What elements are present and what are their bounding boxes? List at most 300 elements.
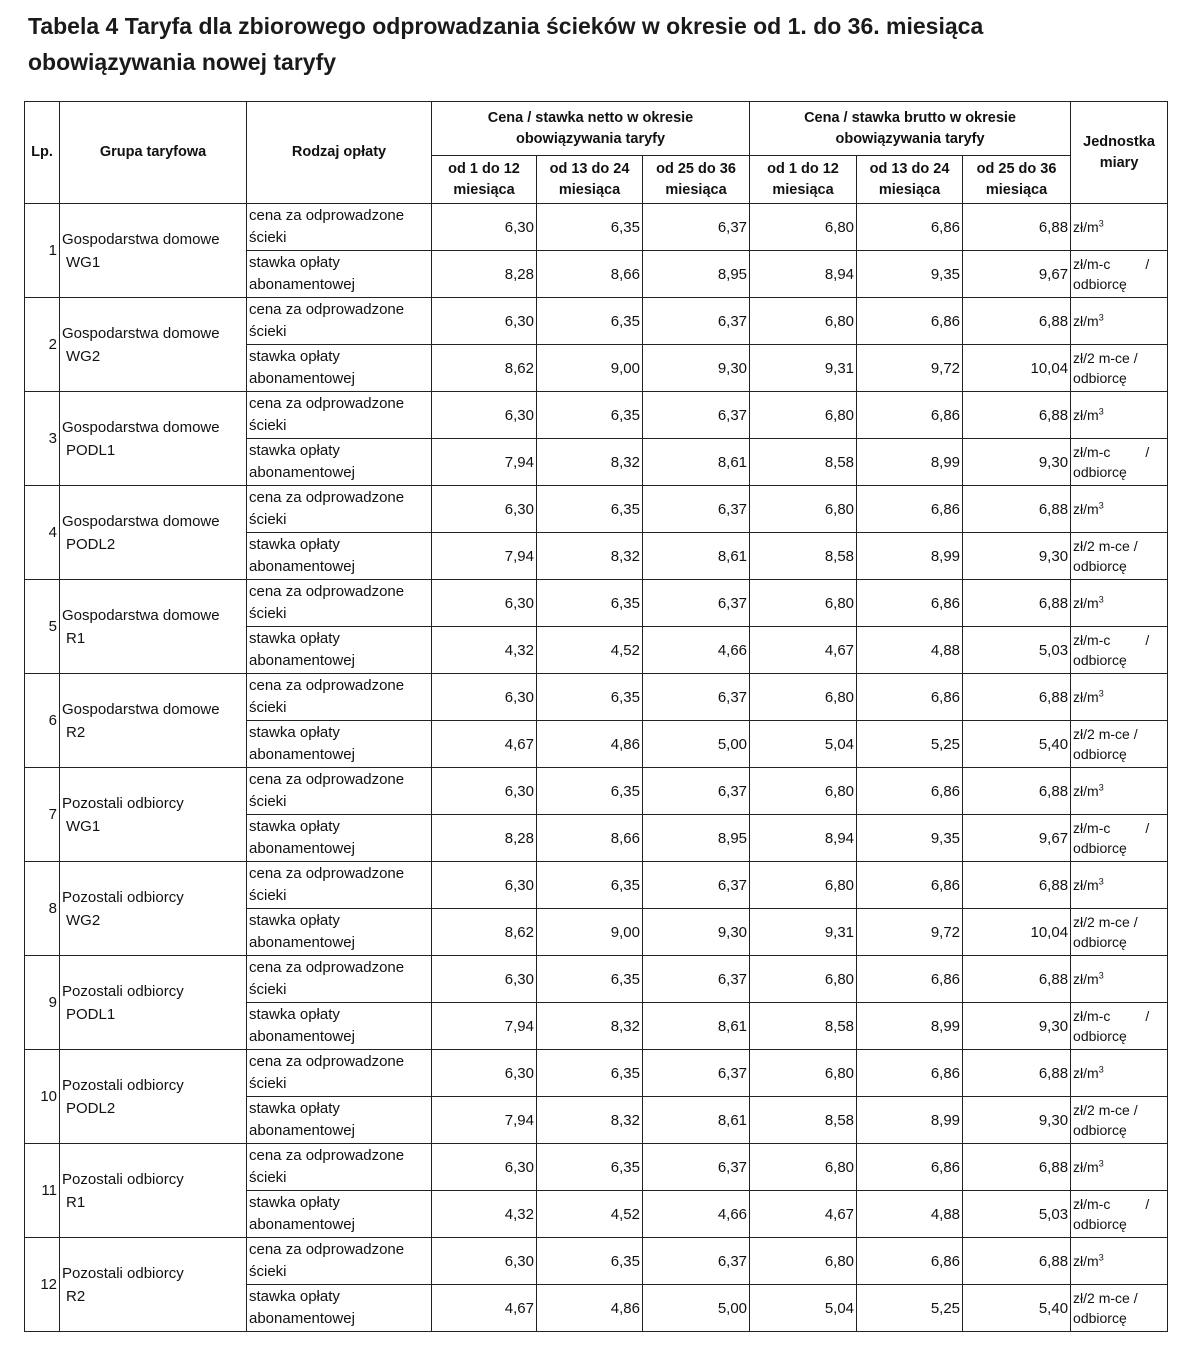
price-cell: 6,88 [963,674,1071,721]
unit-period: zł/2 m-ce / [1073,538,1138,554]
table-row [25,862,1168,909]
unit-recipient: odbiorcę [1073,464,1127,480]
tariff-group-code: R2 [66,723,86,741]
price-cell: 6,88 [963,768,1071,815]
price-cell: 5,00 [643,721,750,768]
unit-recipient: odbiorcę [1073,934,1127,950]
price-cell: 9,67 [963,251,1071,298]
price-cell: 6,88 [963,580,1071,627]
price-cell: 6,80 [750,204,857,251]
price-cell: 6,30 [432,486,537,533]
tariff-group-code: WG2 [66,347,101,365]
price-cell: 5,00 [643,1285,750,1332]
tariff-table-body [25,204,1168,1332]
price-cell: 6,30 [432,862,537,909]
unit-period: zł/m-c / [1073,444,1150,460]
price-cell: 6,30 [432,1144,537,1191]
price-cell: 6,30 [432,204,537,251]
price-cell: 4,67 [432,721,537,768]
fee-type-subscription: stawka opłaty abonamentowej [247,1003,432,1050]
price-cell: 8,61 [643,1003,750,1050]
unit-cell [1071,768,1168,815]
header-gross-period-3: od 25 do 36 miesiąca [963,156,1071,204]
unit-cell [1071,721,1168,768]
price-cell: 9,35 [857,815,963,862]
fee-type-disposal: cena za odprowadzone ścieki [247,392,432,439]
price-cell: 6,37 [643,1050,750,1097]
tariff-group [60,674,247,768]
price-cell: 9,30 [963,439,1071,486]
price-cell: 4,32 [432,1191,537,1238]
price-cell: 8,58 [750,533,857,580]
fee-type-disposal: cena za odprowadzone ścieki [247,298,432,345]
price-cell: 6,88 [963,298,1071,345]
price-cell: 9,72 [857,909,963,956]
row-number: 5 [25,580,60,674]
fee-type-disposal: cena za odprowadzone ścieki [247,1050,432,1097]
price-cell: 6,80 [750,1050,857,1097]
price-cell: 8,32 [537,533,643,580]
unit-recipient: odbiorcę [1073,1216,1127,1232]
row-number: 3 [25,392,60,486]
unit-exponent: 3 [1098,406,1104,417]
price-cell: 6,88 [963,204,1071,251]
price-cell: 5,03 [963,1191,1071,1238]
tariff-group [60,1238,247,1332]
tariff-group [60,392,247,486]
price-cell: 8,58 [750,1097,857,1144]
unit-exponent: 3 [1098,782,1104,793]
price-cell: 7,94 [432,1097,537,1144]
tariff-group-name: Pozostali odbiorcy [62,888,184,906]
tariff-group-code: PODL1 [66,441,116,459]
tariff-group-name: Pozostali odbiorcy [62,1264,184,1282]
unit-exponent: 3 [1098,876,1104,887]
price-cell: 10,04 [963,345,1071,392]
price-cell: 8,99 [857,1003,963,1050]
price-cell: 6,37 [643,768,750,815]
price-cell: 6,80 [750,674,857,721]
price-cell: 6,37 [643,580,750,627]
unit-base: zł/m [1073,501,1099,517]
price-cell: 4,86 [537,721,643,768]
unit-exponent: 3 [1098,1252,1104,1263]
price-cell: 6,80 [750,862,857,909]
price-cell: 6,88 [963,956,1071,1003]
price-cell: 6,35 [537,768,643,815]
unit-exponent: 3 [1098,1158,1104,1169]
tariff-group-code: WG2 [66,911,101,929]
price-cell: 6,86 [857,580,963,627]
row-number: 7 [25,768,60,862]
unit-cell [1071,956,1168,1003]
price-cell: 6,37 [643,956,750,1003]
price-cell: 6,30 [432,298,537,345]
unit-cell [1071,674,1168,721]
price-cell: 6,80 [750,392,857,439]
unit-cell [1071,1238,1168,1285]
table-row [25,486,1168,533]
price-cell: 5,04 [750,1285,857,1332]
price-cell: 4,66 [643,1191,750,1238]
price-cell: 6,86 [857,1144,963,1191]
table-row [25,1238,1168,1285]
price-cell: 8,66 [537,815,643,862]
price-cell: 6,30 [432,580,537,627]
price-cell: 6,35 [537,204,643,251]
fee-type-subscription: stawka opłaty abonamentowej [247,1097,432,1144]
price-cell: 6,88 [963,862,1071,909]
tariff-group-code: R1 [66,629,86,647]
tariff-group [60,1144,247,1238]
price-cell: 5,40 [963,721,1071,768]
price-cell: 5,25 [857,721,963,768]
price-cell: 6,88 [963,392,1071,439]
unit-cell [1071,251,1168,298]
price-cell: 6,35 [537,862,643,909]
unit-recipient: odbiorcę [1073,1028,1127,1044]
price-cell: 6,80 [750,486,857,533]
table-row [25,1144,1168,1191]
unit-base: zł/m [1073,595,1099,611]
tariff-group-name: Gospodarstwa domowe [62,230,220,248]
tariff-group-code: WG1 [66,253,101,271]
price-cell: 6,37 [643,862,750,909]
price-cell: 8,28 [432,251,537,298]
price-cell: 4,52 [537,627,643,674]
price-cell: 6,86 [857,1050,963,1097]
tariff-group-name: Pozostali odbiorcy [62,794,184,812]
row-number: 12 [25,1238,60,1332]
unit-period: zł/m-c / [1073,256,1150,272]
unit-base: zł/m [1073,219,1099,235]
tariff-group-name: Pozostali odbiorcy [62,982,184,1000]
header-gross [750,102,1071,156]
price-cell: 8,61 [643,533,750,580]
price-cell: 4,67 [750,627,857,674]
price-cell: 5,03 [963,627,1071,674]
tariff-group-name: Gospodarstwa domowe [62,418,220,436]
price-cell: 6,35 [537,486,643,533]
price-cell: 6,30 [432,392,537,439]
fee-type-disposal: cena za odprowadzone ścieki [247,768,432,815]
unit-exponent: 3 [1098,688,1104,699]
price-cell: 6,88 [963,1144,1071,1191]
unit-exponent: 3 [1098,1064,1104,1075]
unit-base: zł/m [1073,877,1099,893]
row-number: 2 [25,298,60,392]
fee-type-disposal: cena za odprowadzone ścieki [247,486,432,533]
unit-base: zł/m [1073,689,1099,705]
price-cell: 4,52 [537,1191,643,1238]
fee-type-subscription: stawka opłaty abonamentowej [247,909,432,956]
tariff-group-name: Gospodarstwa domowe [62,512,220,530]
price-cell: 6,35 [537,956,643,1003]
price-cell: 8,99 [857,1097,963,1144]
price-cell: 6,30 [432,956,537,1003]
tariff-group [60,1050,247,1144]
price-cell: 6,86 [857,768,963,815]
price-cell: 4,67 [432,1285,537,1332]
unit-base: zł/m [1073,971,1099,987]
price-cell: 6,30 [432,1050,537,1097]
price-cell: 6,37 [643,392,750,439]
unit-base: zł/m [1073,1159,1099,1175]
tariff-group [60,486,247,580]
fee-type-disposal: cena za odprowadzone ścieki [247,204,432,251]
row-number: 6 [25,674,60,768]
unit-cell [1071,627,1168,674]
price-cell: 6,37 [643,1144,750,1191]
fee-type-disposal: cena za odprowadzone ścieki [247,862,432,909]
price-cell: 6,35 [537,1144,643,1191]
price-cell: 9,30 [963,1097,1071,1144]
header-net-period-3: od 25 do 36 miesiąca [643,156,750,204]
price-cell: 8,94 [750,815,857,862]
price-cell: 6,80 [750,1238,857,1285]
unit-period: zł/m-c / [1073,632,1150,648]
tariff-group-code: PODL1 [66,1005,116,1023]
unit-cell [1071,392,1168,439]
unit-cell [1071,1050,1168,1097]
unit-period: zł/2 m-ce / [1073,350,1138,366]
unit-cell [1071,345,1168,392]
price-cell: 8,62 [432,909,537,956]
price-cell: 7,94 [432,1003,537,1050]
tariff-group [60,862,247,956]
price-cell: 8,58 [750,439,857,486]
price-cell: 6,86 [857,674,963,721]
price-cell: 6,86 [857,862,963,909]
price-cell: 9,30 [643,345,750,392]
table-row [25,674,1168,721]
unit-cell [1071,909,1168,956]
price-cell: 6,35 [537,674,643,721]
price-cell: 5,04 [750,721,857,768]
fee-type-subscription: stawka opłaty abonamentowej [247,721,432,768]
price-cell: 6,88 [963,1238,1071,1285]
price-cell: 4,86 [537,1285,643,1332]
unit-period: zł/m-c / [1073,1196,1150,1212]
tariff-group [60,298,247,392]
price-cell: 8,99 [857,533,963,580]
header-net-period-2: od 13 do 24 miesiąca [537,156,643,204]
unit-cell [1071,1285,1168,1332]
price-cell: 8,32 [537,439,643,486]
price-cell: 6,35 [537,1238,643,1285]
price-cell: 4,88 [857,627,963,674]
price-cell: 6,88 [963,1050,1071,1097]
price-cell: 6,37 [643,204,750,251]
price-cell: 8,61 [643,439,750,486]
header-net-label: Cena / stawka netto w okresie obowiązywania taryfy [487,109,694,147]
row-number: 10 [25,1050,60,1144]
tariff-group-name: Gospodarstwa domowe [62,324,220,342]
price-cell: 6,86 [857,486,963,533]
price-cell: 4,32 [432,627,537,674]
unit-base: zł/m [1073,407,1099,423]
price-cell: 7,94 [432,439,537,486]
price-cell: 6,30 [432,768,537,815]
unit-recipient: odbiorcę [1073,1122,1127,1138]
price-cell: 6,80 [750,768,857,815]
header-gross-period-1: od 1 do 12 miesiąca [750,156,857,204]
unit-period: zł/2 m-ce / [1073,1102,1138,1118]
price-cell: 5,40 [963,1285,1071,1332]
price-cell: 6,37 [643,486,750,533]
row-number: 1 [25,204,60,298]
unit-cell [1071,1144,1168,1191]
unit-recipient: odbiorcę [1073,746,1127,762]
unit-period: zł/2 m-ce / [1073,1290,1138,1306]
tariff-group-name: Gospodarstwa domowe [62,606,220,624]
price-cell: 8,95 [643,251,750,298]
fee-type-subscription: stawka opłaty abonamentowej [247,533,432,580]
table-row [25,768,1168,815]
header-group: Grupa taryfowa [60,102,247,204]
price-cell: 6,37 [643,674,750,721]
price-cell: 6,37 [643,298,750,345]
table-row [25,1050,1168,1097]
unit-cell [1071,815,1168,862]
price-cell: 8,94 [750,251,857,298]
price-cell: 6,86 [857,392,963,439]
price-cell: 7,94 [432,533,537,580]
tariff-group [60,580,247,674]
price-cell: 9,31 [750,345,857,392]
fee-type-disposal: cena za odprowadzone ścieki [247,1144,432,1191]
row-number: 4 [25,486,60,580]
row-number: 9 [25,956,60,1050]
unit-cell [1071,580,1168,627]
price-cell: 9,00 [537,909,643,956]
fee-type-disposal: cena za odprowadzone ścieki [247,674,432,721]
tariff-group-code: R2 [66,1287,86,1305]
tariff-group-code: R1 [66,1193,86,1211]
price-cell: 4,66 [643,627,750,674]
fee-type-disposal: cena za odprowadzone ścieki [247,956,432,1003]
price-cell: 9,00 [537,345,643,392]
table-row [25,580,1168,627]
table-row [25,956,1168,1003]
price-cell: 9,30 [963,533,1071,580]
header-kind: Rodzaj opłaty [247,102,432,204]
price-cell: 6,80 [750,298,857,345]
tariff-group-name: Pozostali odbiorcy [62,1170,184,1188]
unit-base: zł/m [1073,313,1099,329]
unit-recipient: odbiorcę [1073,276,1127,292]
unit-exponent: 3 [1098,500,1104,511]
price-cell: 9,30 [643,909,750,956]
page-title: Tabela 4 Taryfa dla zbiorowego odprowadzania ścieków w okresie od 1. do 36. miesiąca obowiązywania nowej taryfy [28,13,984,75]
header-gross-period-2: od 13 do 24 miesiąca [857,156,963,204]
price-cell: 9,67 [963,815,1071,862]
price-cell: 6,80 [750,580,857,627]
price-cell: 8,28 [432,815,537,862]
price-cell: 6,86 [857,204,963,251]
unit-recipient: odbiorcę [1073,652,1127,668]
tariff-group-code: PODL2 [66,1099,116,1117]
tariff-group [60,204,247,298]
price-cell: 6,86 [857,956,963,1003]
price-cell: 5,25 [857,1285,963,1332]
price-cell: 6,86 [857,1238,963,1285]
unit-base: zł/m [1073,783,1099,799]
unit-cell [1071,1097,1168,1144]
unit-exponent: 3 [1098,970,1104,981]
fee-type-disposal: cena za odprowadzone ścieki [247,580,432,627]
price-cell: 6,80 [750,956,857,1003]
unit-period: zł/m-c / [1073,820,1150,836]
price-cell: 6,30 [432,1238,537,1285]
price-cell: 10,04 [963,909,1071,956]
unit-base: zł/m [1073,1253,1099,1269]
unit-recipient: odbiorcę [1073,840,1127,856]
unit-base: zł/m [1073,1065,1099,1081]
tariff-group-name: Pozostali odbiorcy [62,1076,184,1094]
unit-cell [1071,862,1168,909]
header-gross-label: Cena / stawka brutto w okresie obowiązywania taryfy [804,109,1016,147]
fee-type-subscription: stawka opłaty abonamentowej [247,345,432,392]
price-cell: 6,35 [537,392,643,439]
fee-type-subscription: stawka opłaty abonamentowej [247,1191,432,1238]
price-cell: 6,86 [857,298,963,345]
price-cell: 8,58 [750,1003,857,1050]
unit-cell [1071,298,1168,345]
price-cell: 6,80 [750,1144,857,1191]
price-cell: 6,35 [537,580,643,627]
row-number: 8 [25,862,60,956]
unit-exponent: 3 [1098,312,1104,323]
price-cell: 8,95 [643,815,750,862]
price-cell: 8,32 [537,1003,643,1050]
unit-recipient: odbiorcę [1073,370,1127,386]
header-unit-label: Jednostka miary [1083,133,1155,171]
price-cell: 8,61 [643,1097,750,1144]
unit-period: zł/2 m-ce / [1073,726,1138,742]
unit-cell [1071,439,1168,486]
price-cell: 6,35 [537,1050,643,1097]
price-cell: 4,88 [857,1191,963,1238]
fee-type-subscription: stawka opłaty abonamentowej [247,1285,432,1332]
tariff-group [60,956,247,1050]
price-cell: 6,88 [963,486,1071,533]
unit-cell [1071,533,1168,580]
table-row [25,392,1168,439]
price-cell: 9,30 [963,1003,1071,1050]
unit-recipient: odbiorcę [1073,1310,1127,1326]
fee-type-subscription: stawka opłaty abonamentowej [247,439,432,486]
tariff-group [60,768,247,862]
tariff-table [24,101,1168,1332]
price-cell: 6,37 [643,1238,750,1285]
price-cell: 6,35 [537,298,643,345]
header-net [432,102,750,156]
fee-type-subscription: stawka opłaty abonamentowej [247,627,432,674]
unit-cell [1071,204,1168,251]
price-cell: 8,99 [857,439,963,486]
unit-exponent: 3 [1098,218,1104,229]
fee-type-disposal: cena za odprowadzone ścieki [247,1238,432,1285]
price-cell: 8,32 [537,1097,643,1144]
tariff-group-code: PODL2 [66,535,116,553]
fee-type-subscription: stawka opłaty abonamentowej [247,815,432,862]
unit-period: zł/2 m-ce / [1073,914,1138,930]
header-unit [1071,102,1168,204]
header-lp: Lp. [25,102,60,204]
header-net-period-1: od 1 do 12 miesiąca [432,156,537,204]
fee-type-subscription: stawka opłaty abonamentowej [247,251,432,298]
